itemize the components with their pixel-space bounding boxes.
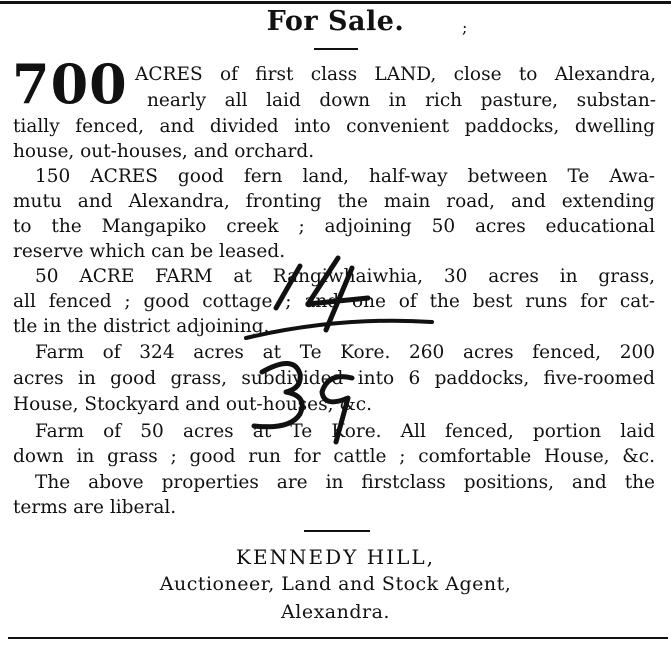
listing-150-line-4: reserve which can be leased. — [13, 241, 286, 262]
listing-te-kore-line-1: Farm of 50 acres at Te Kore. All fenced, portion laid — [35, 421, 655, 442]
signature-town: Alexandra. — [281, 601, 390, 623]
listing-50-farm-line-3: tle in the district adjoining. — [13, 316, 270, 337]
signature-divider — [304, 530, 370, 532]
handwritten-underline — [246, 321, 432, 338]
listing-150-line-2: mutu and Alexandra, fronting the main road, and extending — [13, 191, 655, 212]
top-border-rule — [0, 1, 671, 4]
listing-te-kore-line-2: down in grass ; good run for cattle ; comfortable House, &c. — [13, 446, 655, 467]
closing-line-2: terms are liberal. — [13, 497, 177, 518]
listing-324-line-1: Farm of 324 acres at Te Kore. 260 acres fenced, 200 — [35, 342, 655, 363]
signature-role: Auctioneer, Land and Stock Agent, — [159, 573, 512, 595]
listing-50-farm-line-1: 50 ACRE FARM at Rangiwhaiwhia, 30 acres in grass, — [35, 266, 655, 287]
listing-324-line-3: House, Stockyard and out-houses, &c. — [13, 394, 373, 415]
stray-print-mark: ; — [462, 18, 468, 37]
bottom-border-rule — [8, 637, 668, 639]
big-number-700: 700 — [12, 52, 128, 116]
listing-700-line-2: nearly all laid down in rich pasture, substan- — [147, 90, 656, 111]
listing-700-line-1: ACRES of first class LAND, close to Alexandra, — [135, 64, 656, 85]
closing-line-1: The above properties are in firstclass positions, and the — [35, 472, 655, 493]
listing-150-line-1: 150 ACRES good fern land, half-way between Te Awa- — [35, 166, 655, 187]
listing-700-line-3: tially fenced, and divided into convenient paddocks, dwelling — [13, 116, 655, 137]
listing-700-line-4: house, out-houses, and orchard. — [13, 141, 315, 162]
listing-50-farm-line-2: all fenced ; good cottage ; and one of the best runs for cat- — [13, 291, 655, 312]
heading-divider — [314, 48, 358, 50]
listing-324-line-2: acres in good grass, subdivided into 6 paddocks, five-roomed — [13, 368, 655, 389]
heading: For Sale. — [266, 6, 405, 37]
signature-name: KENNEDY HILL, — [236, 545, 435, 569]
listing-150-line-3: to the Mangapiko creek ; adjoining 50 acres educational — [13, 216, 655, 237]
